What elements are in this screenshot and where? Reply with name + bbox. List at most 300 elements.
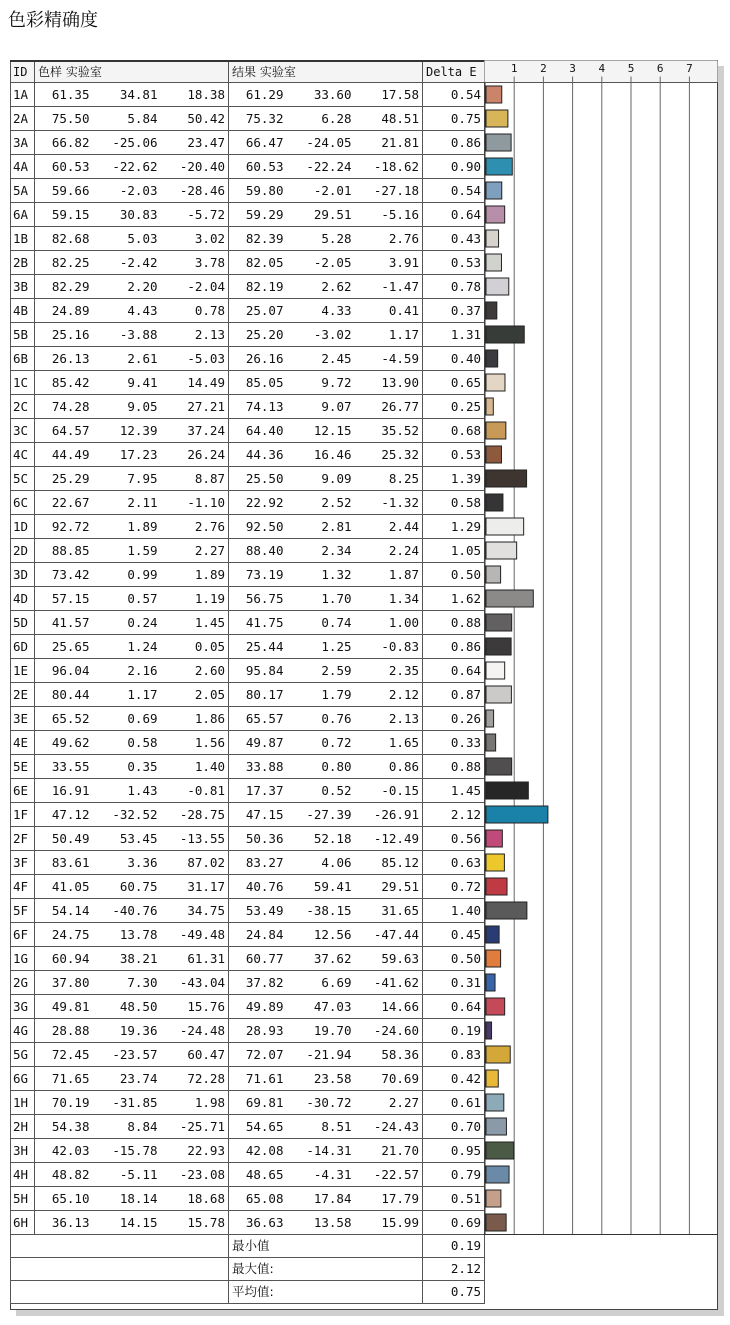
result-value: 36.63 — [229, 1211, 287, 1235]
reference-value: 54.14 — [35, 899, 93, 923]
table-row — [11, 347, 485, 371]
reference-value: 2.16 — [93, 659, 161, 683]
row-id: 2H — [11, 1115, 35, 1139]
reference-value: 50.49 — [35, 827, 93, 851]
reference-value: 61.31 — [161, 947, 229, 971]
reference-value: 5.03 — [93, 227, 161, 251]
result-value: 1.17 — [355, 323, 423, 347]
result-value: 0.41 — [355, 299, 423, 323]
reference-value: 0.24 — [93, 611, 161, 635]
summary-value: 0.75 — [423, 1281, 485, 1304]
result-value: -18.62 — [355, 155, 423, 179]
result-value: 35.52 — [355, 419, 423, 443]
reference-value: -28.46 — [161, 179, 229, 203]
result-value: 1.34 — [355, 587, 423, 611]
result-value: -22.24 — [287, 155, 355, 179]
result-value: 2.62 — [287, 275, 355, 299]
reference-value: 0.58 — [93, 731, 161, 755]
result-value: 47.03 — [287, 995, 355, 1019]
reference-value: -3.88 — [93, 323, 161, 347]
x-tick-label: 6 — [656, 62, 664, 75]
delta-e-bar — [486, 998, 505, 1015]
delta-e-value: 0.72 — [423, 875, 485, 899]
row-id: 3A — [11, 131, 35, 155]
x-tick-label: 4 — [598, 62, 606, 75]
reference-value: -25.71 — [161, 1115, 229, 1139]
result-value: 2.35 — [355, 659, 423, 683]
result-value: 74.13 — [229, 395, 287, 419]
reference-value: 14.49 — [161, 371, 229, 395]
reference-value: 23.47 — [161, 131, 229, 155]
reference-value: 48.50 — [93, 995, 161, 1019]
reference-value: 13.78 — [93, 923, 161, 947]
result-value: -4.31 — [287, 1163, 355, 1187]
reference-value: 71.65 — [35, 1067, 93, 1091]
delta-e-value: 0.40 — [423, 347, 485, 371]
reference-value: 2.61 — [93, 347, 161, 371]
delta-e-value: 0.64 — [423, 203, 485, 227]
reference-value: -49.48 — [161, 923, 229, 947]
delta-e-value: 1.05 — [423, 539, 485, 563]
summary-value: 2.12 — [423, 1258, 485, 1281]
table-row — [11, 755, 485, 779]
delta-e-value: 1.45 — [423, 779, 485, 803]
delta-e-bar — [486, 782, 528, 799]
row-id: 6E — [11, 779, 35, 803]
result-value: 26.16 — [229, 347, 287, 371]
row-id: 1D — [11, 515, 35, 539]
result-value: 29.51 — [355, 875, 423, 899]
reference-value: 38.21 — [93, 947, 161, 971]
row-id: 3C — [11, 419, 35, 443]
header-id: ID — [11, 61, 35, 83]
delta-e-value: 0.43 — [423, 227, 485, 251]
delta-e-value: 0.56 — [423, 827, 485, 851]
result-value: 58.36 — [355, 1043, 423, 1067]
reference-value: -2.03 — [93, 179, 161, 203]
delta-e-value: 0.53 — [423, 443, 485, 467]
reference-value: 9.05 — [93, 395, 161, 419]
result-value: 85.12 — [355, 851, 423, 875]
reference-value: 87.02 — [161, 851, 229, 875]
delta-e-bar — [486, 86, 502, 103]
reference-value: 64.57 — [35, 419, 93, 443]
page-title: 色彩精确度 — [8, 10, 98, 31]
result-value: 24.84 — [229, 923, 287, 947]
reference-value: 15.78 — [161, 1211, 229, 1235]
delta-e-value: 0.79 — [423, 1163, 485, 1187]
delta-e-bar — [486, 398, 493, 415]
reference-value: 1.56 — [161, 731, 229, 755]
reference-value: 0.78 — [161, 299, 229, 323]
reference-value: 2.20 — [93, 275, 161, 299]
result-value: 82.19 — [229, 275, 287, 299]
result-value: 0.74 — [287, 611, 355, 635]
delta-e-bar — [486, 182, 502, 199]
reference-value: 1.59 — [93, 539, 161, 563]
reference-value: 0.05 — [161, 635, 229, 659]
delta-e-value: 0.70 — [423, 1115, 485, 1139]
result-value: -1.32 — [355, 491, 423, 515]
delta-e-value: 0.25 — [423, 395, 485, 419]
result-value: 13.90 — [355, 371, 423, 395]
row-id: 3G — [11, 995, 35, 1019]
header-delta-e: Delta E — [423, 61, 485, 83]
delta-e-bar — [486, 446, 501, 463]
delta-e-value: 0.75 — [423, 107, 485, 131]
summary-label: 最大值: — [229, 1258, 423, 1281]
reference-value: -2.04 — [161, 275, 229, 299]
reference-value: 19.36 — [93, 1019, 161, 1043]
result-value: 0.86 — [355, 755, 423, 779]
delta-e-value: 0.83 — [423, 1043, 485, 1067]
result-value: 59.63 — [355, 947, 423, 971]
row-id: 5D — [11, 611, 35, 635]
reference-value: 70.19 — [35, 1091, 93, 1115]
delta-e-value: 0.58 — [423, 491, 485, 515]
delta-e-bar — [486, 470, 527, 487]
result-value: 53.49 — [229, 899, 287, 923]
table-row — [11, 995, 485, 1019]
color-accuracy-table — [10, 60, 485, 1304]
reference-value: 0.99 — [93, 563, 161, 587]
table-row — [11, 1139, 485, 1163]
result-value: -22.57 — [355, 1163, 423, 1187]
delta-e-bar — [486, 854, 504, 871]
result-value: 80.17 — [229, 683, 287, 707]
reference-value: 8.84 — [93, 1115, 161, 1139]
delta-e-value: 2.12 — [423, 803, 485, 827]
result-value: 56.75 — [229, 587, 287, 611]
delta-e-bar — [486, 134, 511, 151]
delta-e-bar — [486, 158, 512, 175]
reference-value: 26.24 — [161, 443, 229, 467]
row-id: 3H — [11, 1139, 35, 1163]
reference-value: 75.50 — [35, 107, 93, 131]
delta-e-bar — [486, 206, 505, 223]
table-row — [11, 323, 485, 347]
reference-value: 61.35 — [35, 83, 93, 107]
summary-row — [11, 1281, 485, 1304]
result-value: 40.76 — [229, 875, 287, 899]
row-id: 4G — [11, 1019, 35, 1043]
x-tick-label: 1 — [510, 62, 518, 75]
delta-e-value: 1.40 — [423, 899, 485, 923]
reference-value: 1.89 — [93, 515, 161, 539]
row-id: 5A — [11, 179, 35, 203]
summary-blank — [11, 1235, 229, 1258]
result-value: 37.82 — [229, 971, 287, 995]
reference-value: 16.91 — [35, 779, 93, 803]
row-id: 3B — [11, 275, 35, 299]
reference-value: 9.41 — [93, 371, 161, 395]
delta-e-bar — [486, 326, 524, 343]
header-row — [11, 61, 485, 83]
reference-value: 23.74 — [93, 1067, 161, 1091]
delta-e-value: 0.88 — [423, 755, 485, 779]
reference-value: 30.83 — [93, 203, 161, 227]
result-value: 1.79 — [287, 683, 355, 707]
table-row — [11, 203, 485, 227]
table-row — [11, 1043, 485, 1067]
reference-value: -32.52 — [93, 803, 161, 827]
delta-e-value: 0.54 — [423, 83, 485, 107]
reference-value: 2.11 — [93, 491, 161, 515]
reference-value: 31.17 — [161, 875, 229, 899]
table-row — [11, 539, 485, 563]
reference-value: -28.75 — [161, 803, 229, 827]
reference-value: -25.06 — [93, 131, 161, 155]
result-value: 3.91 — [355, 251, 423, 275]
reference-value: -13.55 — [161, 827, 229, 851]
delta-e-value: 0.26 — [423, 707, 485, 731]
result-value: -21.94 — [287, 1043, 355, 1067]
reference-value: 22.67 — [35, 491, 93, 515]
result-value: 72.07 — [229, 1043, 287, 1067]
result-value: 9.09 — [287, 467, 355, 491]
delta-e-value: 1.29 — [423, 515, 485, 539]
row-id: 1C — [11, 371, 35, 395]
result-value: 0.52 — [287, 779, 355, 803]
delta-e-value: 0.78 — [423, 275, 485, 299]
summary-value: 0.19 — [423, 1235, 485, 1258]
delta-e-bar — [486, 542, 517, 559]
reference-value: -15.78 — [93, 1139, 161, 1163]
row-id: 6H — [11, 1211, 35, 1235]
reference-value: 18.38 — [161, 83, 229, 107]
result-value: 25.44 — [229, 635, 287, 659]
table-row — [11, 875, 485, 899]
delta-e-bar — [486, 590, 533, 607]
reference-value: 33.55 — [35, 755, 93, 779]
reference-value: 5.84 — [93, 107, 161, 131]
result-value: 17.37 — [229, 779, 287, 803]
table-row — [11, 683, 485, 707]
result-value: 8.25 — [355, 467, 423, 491]
delta-e-bar — [486, 926, 499, 943]
result-value: 21.81 — [355, 131, 423, 155]
table-row — [11, 731, 485, 755]
reference-value: -5.03 — [161, 347, 229, 371]
result-value: 33.88 — [229, 755, 287, 779]
result-value: 23.58 — [287, 1067, 355, 1091]
table-row — [11, 659, 485, 683]
table-row — [11, 179, 485, 203]
reference-value: 2.76 — [161, 515, 229, 539]
result-value: 25.20 — [229, 323, 287, 347]
delta-e-bar — [486, 686, 511, 703]
reference-value: -40.76 — [93, 899, 161, 923]
result-value: 60.77 — [229, 947, 287, 971]
result-value: -14.31 — [287, 1139, 355, 1163]
reference-value: 47.12 — [35, 803, 93, 827]
result-value: 50.36 — [229, 827, 287, 851]
reference-value: 54.38 — [35, 1115, 93, 1139]
reference-value: 36.13 — [35, 1211, 93, 1235]
reference-value: 83.61 — [35, 851, 93, 875]
result-value: 16.46 — [287, 443, 355, 467]
reference-value: 65.10 — [35, 1187, 93, 1211]
result-value: 19.70 — [287, 1019, 355, 1043]
result-value: 5.28 — [287, 227, 355, 251]
reference-value: 92.72 — [35, 515, 93, 539]
result-value: 59.29 — [229, 203, 287, 227]
row-id: 4F — [11, 875, 35, 899]
row-id: 1H — [11, 1091, 35, 1115]
reference-value: 25.16 — [35, 323, 93, 347]
row-id: 5C — [11, 467, 35, 491]
result-value: 2.45 — [287, 347, 355, 371]
row-id: 2F — [11, 827, 35, 851]
reference-value: 49.62 — [35, 731, 93, 755]
result-value: 0.80 — [287, 755, 355, 779]
row-id: 3F — [11, 851, 35, 875]
result-value: -41.62 — [355, 971, 423, 995]
delta-e-bar — [486, 518, 524, 535]
header-reference: 色样 实验室 — [35, 61, 229, 83]
result-value: 42.08 — [229, 1139, 287, 1163]
table-row — [11, 83, 485, 107]
reference-value: 18.68 — [161, 1187, 229, 1211]
row-id: 2C — [11, 395, 35, 419]
delta-e-value: 0.65 — [423, 371, 485, 395]
delta-e-value: 0.90 — [423, 155, 485, 179]
result-value: 44.36 — [229, 443, 287, 467]
result-value: 52.18 — [287, 827, 355, 851]
row-id: 4E — [11, 731, 35, 755]
result-value: 1.65 — [355, 731, 423, 755]
result-value: 2.12 — [355, 683, 423, 707]
reference-value: 37.24 — [161, 419, 229, 443]
table-row — [11, 1019, 485, 1043]
row-id: 2E — [11, 683, 35, 707]
delta-e-value: 0.53 — [423, 251, 485, 275]
row-id: 3E — [11, 707, 35, 731]
reference-value: 0.69 — [93, 707, 161, 731]
reference-value: 12.39 — [93, 419, 161, 443]
delta-e-bar — [486, 1142, 514, 1159]
result-value: 1.00 — [355, 611, 423, 635]
result-value: 73.19 — [229, 563, 287, 587]
result-value: 1.87 — [355, 563, 423, 587]
delta-e-bar — [486, 422, 506, 439]
reference-value: 82.25 — [35, 251, 93, 275]
table-row — [11, 947, 485, 971]
result-value: 12.56 — [287, 923, 355, 947]
result-value: -24.05 — [287, 131, 355, 155]
reference-value: 60.75 — [93, 875, 161, 899]
reference-value: -20.40 — [161, 155, 229, 179]
result-value: 71.61 — [229, 1067, 287, 1091]
summary-label: 平均值: — [229, 1281, 423, 1304]
result-value: 65.08 — [229, 1187, 287, 1211]
delta-e-value: 0.88 — [423, 611, 485, 635]
delta-e-bar — [486, 902, 527, 919]
result-value: 92.50 — [229, 515, 287, 539]
delta-e-bar — [486, 278, 509, 295]
delta-e-value: 0.33 — [423, 731, 485, 755]
result-value: 60.53 — [229, 155, 287, 179]
delta-e-bar — [486, 302, 497, 319]
result-value: 82.39 — [229, 227, 287, 251]
result-value: 48.51 — [355, 107, 423, 131]
table-row — [11, 827, 485, 851]
row-id: 1A — [11, 83, 35, 107]
result-value: 49.89 — [229, 995, 287, 1019]
result-value: -12.49 — [355, 827, 423, 851]
reference-value: 59.15 — [35, 203, 93, 227]
reference-value: 1.24 — [93, 635, 161, 659]
table-row — [11, 275, 485, 299]
reference-value: 22.93 — [161, 1139, 229, 1163]
row-id: 5F — [11, 899, 35, 923]
table-row — [11, 107, 485, 131]
result-value: 9.72 — [287, 371, 355, 395]
result-value: -0.15 — [355, 779, 423, 803]
result-value: 82.05 — [229, 251, 287, 275]
reference-value: 2.13 — [161, 323, 229, 347]
reference-value: 24.89 — [35, 299, 93, 323]
table-row — [11, 611, 485, 635]
table-row — [11, 491, 485, 515]
delta-e-value: 0.19 — [423, 1019, 485, 1043]
reference-value: 24.75 — [35, 923, 93, 947]
row-id: 6D — [11, 635, 35, 659]
reference-value: 1.89 — [161, 563, 229, 587]
reference-value: 74.28 — [35, 395, 93, 419]
delta-e-value: 0.69 — [423, 1211, 485, 1235]
table-row — [11, 1187, 485, 1211]
reference-value: -23.57 — [93, 1043, 161, 1067]
row-id: 5B — [11, 323, 35, 347]
reference-value: -22.62 — [93, 155, 161, 179]
table-row — [11, 587, 485, 611]
result-value: 25.32 — [355, 443, 423, 467]
delta-e-bar — [486, 1166, 509, 1183]
x-tick-label: 5 — [627, 62, 635, 75]
result-value: -27.18 — [355, 179, 423, 203]
result-value: -38.15 — [287, 899, 355, 923]
table-row — [11, 299, 485, 323]
reference-value: 42.03 — [35, 1139, 93, 1163]
delta-e-bar — [486, 374, 505, 391]
delta-e-value: 0.50 — [423, 947, 485, 971]
result-value: 54.65 — [229, 1115, 287, 1139]
delta-e-value: 0.87 — [423, 683, 485, 707]
table-row — [11, 395, 485, 419]
delta-e-value: 1.62 — [423, 587, 485, 611]
delta-e-bar-chart — [484, 60, 718, 1310]
result-value: 70.69 — [355, 1067, 423, 1091]
table-row — [11, 563, 485, 587]
result-value: 17.58 — [355, 83, 423, 107]
row-id: 2G — [11, 971, 35, 995]
delta-e-bar — [486, 350, 498, 367]
reference-value: -5.11 — [93, 1163, 161, 1187]
reference-value: 15.76 — [161, 995, 229, 1019]
result-value: 25.50 — [229, 467, 287, 491]
summary-blank — [11, 1281, 229, 1304]
delta-e-bar — [486, 878, 507, 895]
reference-value: 1.43 — [93, 779, 161, 803]
delta-e-value: 0.45 — [423, 923, 485, 947]
result-value: 25.07 — [229, 299, 287, 323]
result-value: 47.15 — [229, 803, 287, 827]
reference-value: 1.45 — [161, 611, 229, 635]
reference-value: 44.49 — [35, 443, 93, 467]
reference-value: -23.08 — [161, 1163, 229, 1187]
reference-value: 18.14 — [93, 1187, 161, 1211]
